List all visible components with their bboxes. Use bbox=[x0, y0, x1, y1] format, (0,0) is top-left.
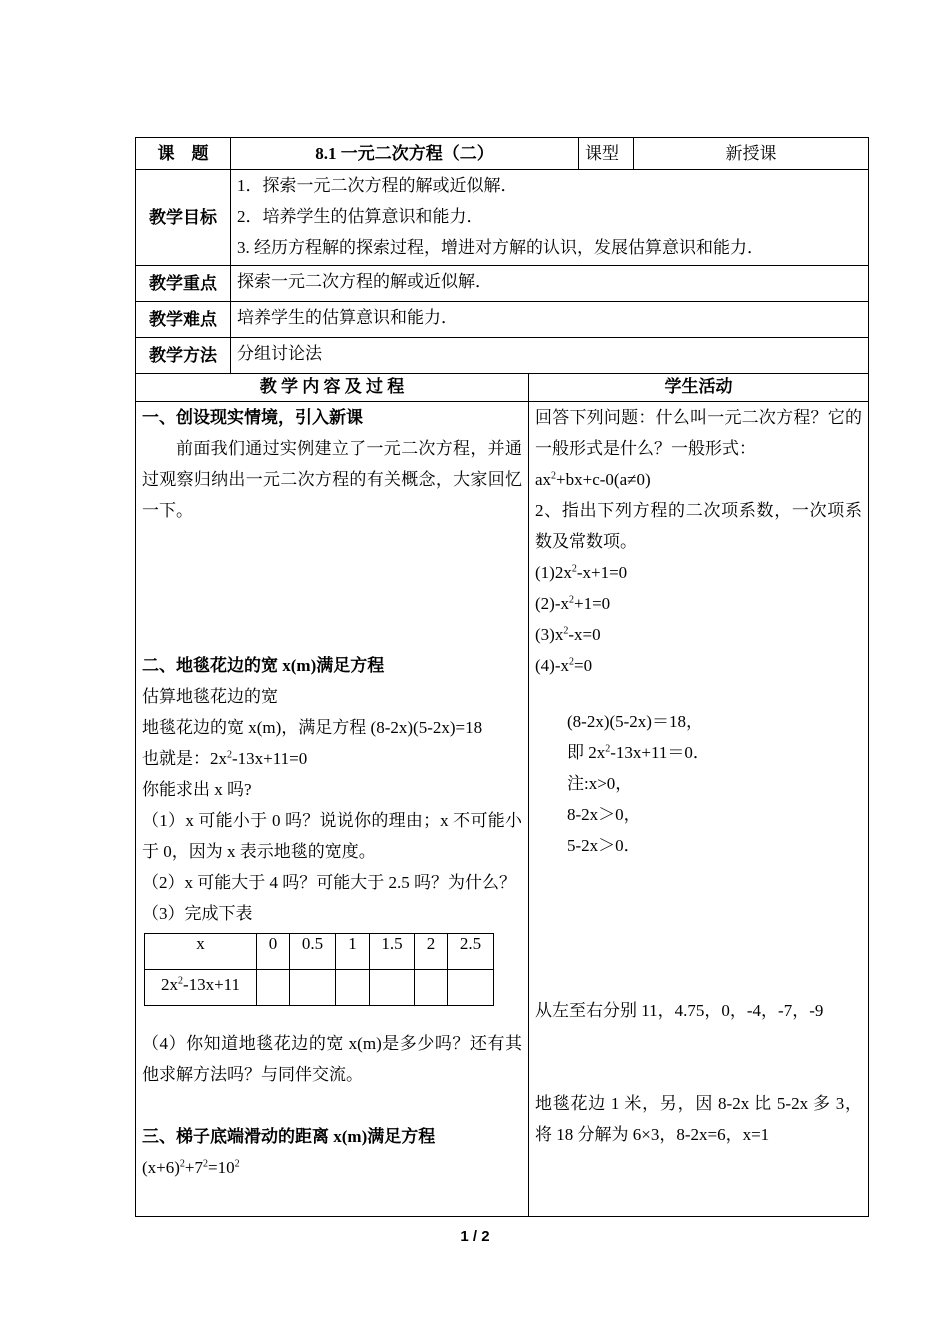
objectives-row bbox=[136, 170, 869, 266]
section-2-line: 地毯花边的宽 x(m)，满足方程 (8-2x)(5-2x)=18 bbox=[142, 718, 483, 737]
column-header-row bbox=[136, 374, 869, 402]
key-point-row bbox=[136, 266, 869, 302]
method-text: 分组讨论法 bbox=[231, 338, 869, 374]
objective-item: 1．探索一元二次方程的解或近似解． bbox=[237, 176, 518, 195]
x-value: 1.5 bbox=[370, 934, 415, 970]
difficulty-text: 培养学生的估算意识和能力． bbox=[231, 302, 869, 338]
x-value: 2.5 bbox=[448, 934, 494, 970]
type-value: 新授课 bbox=[634, 138, 869, 170]
equation-2: $(2)-x^2+1=0$ bbox=[535, 594, 611, 613]
calc-line: 5-2x＞0． bbox=[567, 836, 641, 855]
difficulty-row bbox=[136, 302, 869, 338]
values-table bbox=[144, 933, 494, 1006]
teaching-content bbox=[136, 402, 529, 1217]
question-1: （1）x 可能小于 0 吗？说说你的理由；x 不可能小于 0，因为 x 表示地毯的宽度。 bbox=[142, 811, 522, 861]
student-question-2: 2、指出下列方程的二次项系数，一次项系数及常数项。 bbox=[535, 501, 862, 551]
empty-cell[interactable] bbox=[448, 970, 494, 1006]
question-3: （3）完成下表 bbox=[142, 904, 253, 923]
section-3-equation: $(x+6)^2+7^2=10^2$ bbox=[142, 1158, 240, 1177]
section-2-title: 二、地毯花边的宽 x(m)满足方程 bbox=[142, 656, 385, 675]
section-2-line: 估算地毯花边的宽 bbox=[142, 687, 278, 706]
student-question-1: 回答下列问题：什么叫一元二次方程？它的一般形式是什么？一般形式： bbox=[535, 408, 862, 458]
empty-cell[interactable] bbox=[257, 970, 290, 1006]
table-answer: 从左至右分别 11，4.75，0，-4，-7，-9 bbox=[535, 1001, 824, 1020]
x-value: 2 bbox=[415, 934, 448, 970]
section-1-text: 前面我们通过实例建立了一元二次方程，并通过观察归纳出一元二次方程的有关概念，大家回忆一下。 bbox=[142, 439, 522, 520]
topic-title: 8.1 一元二次方程（二） bbox=[231, 138, 579, 170]
x-value: 1 bbox=[336, 934, 370, 970]
objective-item: 2．培养学生的估算意识和能力． bbox=[237, 207, 484, 226]
key-point-text: 探索一元二次方程的解或近似解． bbox=[231, 266, 869, 302]
section-2-line: 你能求出 x 吗? bbox=[142, 780, 252, 799]
empty-cell[interactable] bbox=[290, 970, 336, 1006]
calc-line: 注:x>0， bbox=[567, 774, 633, 793]
main-content-row bbox=[136, 402, 869, 1217]
calc-line: 即 $2x^2-13x+11=0$． bbox=[567, 743, 710, 762]
x-value: 0 bbox=[257, 934, 290, 970]
width-answer: 地毯花边 1 米，另，因 8-2x 比 5-2x 多 3，将 18 分解为 6×3，8-2x=6，x=1 bbox=[535, 1094, 862, 1144]
page-number: 1 / 2 bbox=[460, 1228, 490, 1245]
general-form: $ax^2+bx+c-0(a\ne 0)$ bbox=[535, 470, 651, 489]
x-header: x bbox=[145, 934, 257, 970]
empty-cell[interactable] bbox=[370, 970, 415, 1006]
x-value: 0.5 bbox=[290, 934, 336, 970]
section-3-title: 三、梯子底端滑动的距离 x(m)满足方程 bbox=[142, 1127, 436, 1146]
method-label: 教学方法 bbox=[136, 338, 231, 374]
difficulty-label: 教学难点 bbox=[136, 302, 231, 338]
calc-line: 8-2x＞0， bbox=[567, 805, 641, 824]
objective-item: 3. 经历方程解的探索过程，增进对方解的认识，发展估算意识和能力． bbox=[237, 238, 764, 257]
expression-header: $2x^2-13x+11$ bbox=[145, 970, 257, 1006]
calc-line: (8-2x)(5-2x)＝18， bbox=[567, 712, 703, 731]
content-column-header: 教 学 内 容 及 过 程 bbox=[136, 374, 529, 402]
equation-1: $(1)2x^2-x+1=0$ bbox=[535, 563, 628, 582]
values-table-expr-row bbox=[145, 970, 494, 1006]
empty-cell[interactable] bbox=[415, 970, 448, 1006]
key-point-label: 教学重点 bbox=[136, 266, 231, 302]
equation-3: $(3)x^2-x=0$ bbox=[535, 625, 601, 644]
equation-4: $(4)-x^2=0$ bbox=[535, 656, 593, 675]
activity-column-header: 学生活动 bbox=[529, 374, 869, 402]
objectives-list bbox=[231, 170, 869, 266]
empty-cell[interactable] bbox=[336, 970, 370, 1006]
question-2: （2）x 可能大于 4 吗？可能大于 2.5 吗？为什么？ bbox=[142, 873, 516, 892]
student-activity bbox=[529, 402, 869, 1217]
topic-label: 课 题 bbox=[136, 138, 231, 170]
question-4: （4）你知道地毯花边的宽 x(m)是多少吗？还有其他求解方法吗？与同伴交流。 bbox=[142, 1034, 522, 1084]
values-table-x-row bbox=[145, 934, 494, 970]
method-row bbox=[136, 338, 869, 374]
section-1-title: 一、创设现实情境，引入新课 bbox=[142, 408, 363, 427]
type-label: 课型 bbox=[579, 138, 634, 170]
lesson-plan-table bbox=[135, 137, 869, 1217]
topic-row bbox=[136, 138, 869, 170]
section-2-equation: 也就是：$2x^2-13x+11=0$ bbox=[142, 749, 308, 768]
objectives-label: 教学目标 bbox=[136, 170, 231, 266]
